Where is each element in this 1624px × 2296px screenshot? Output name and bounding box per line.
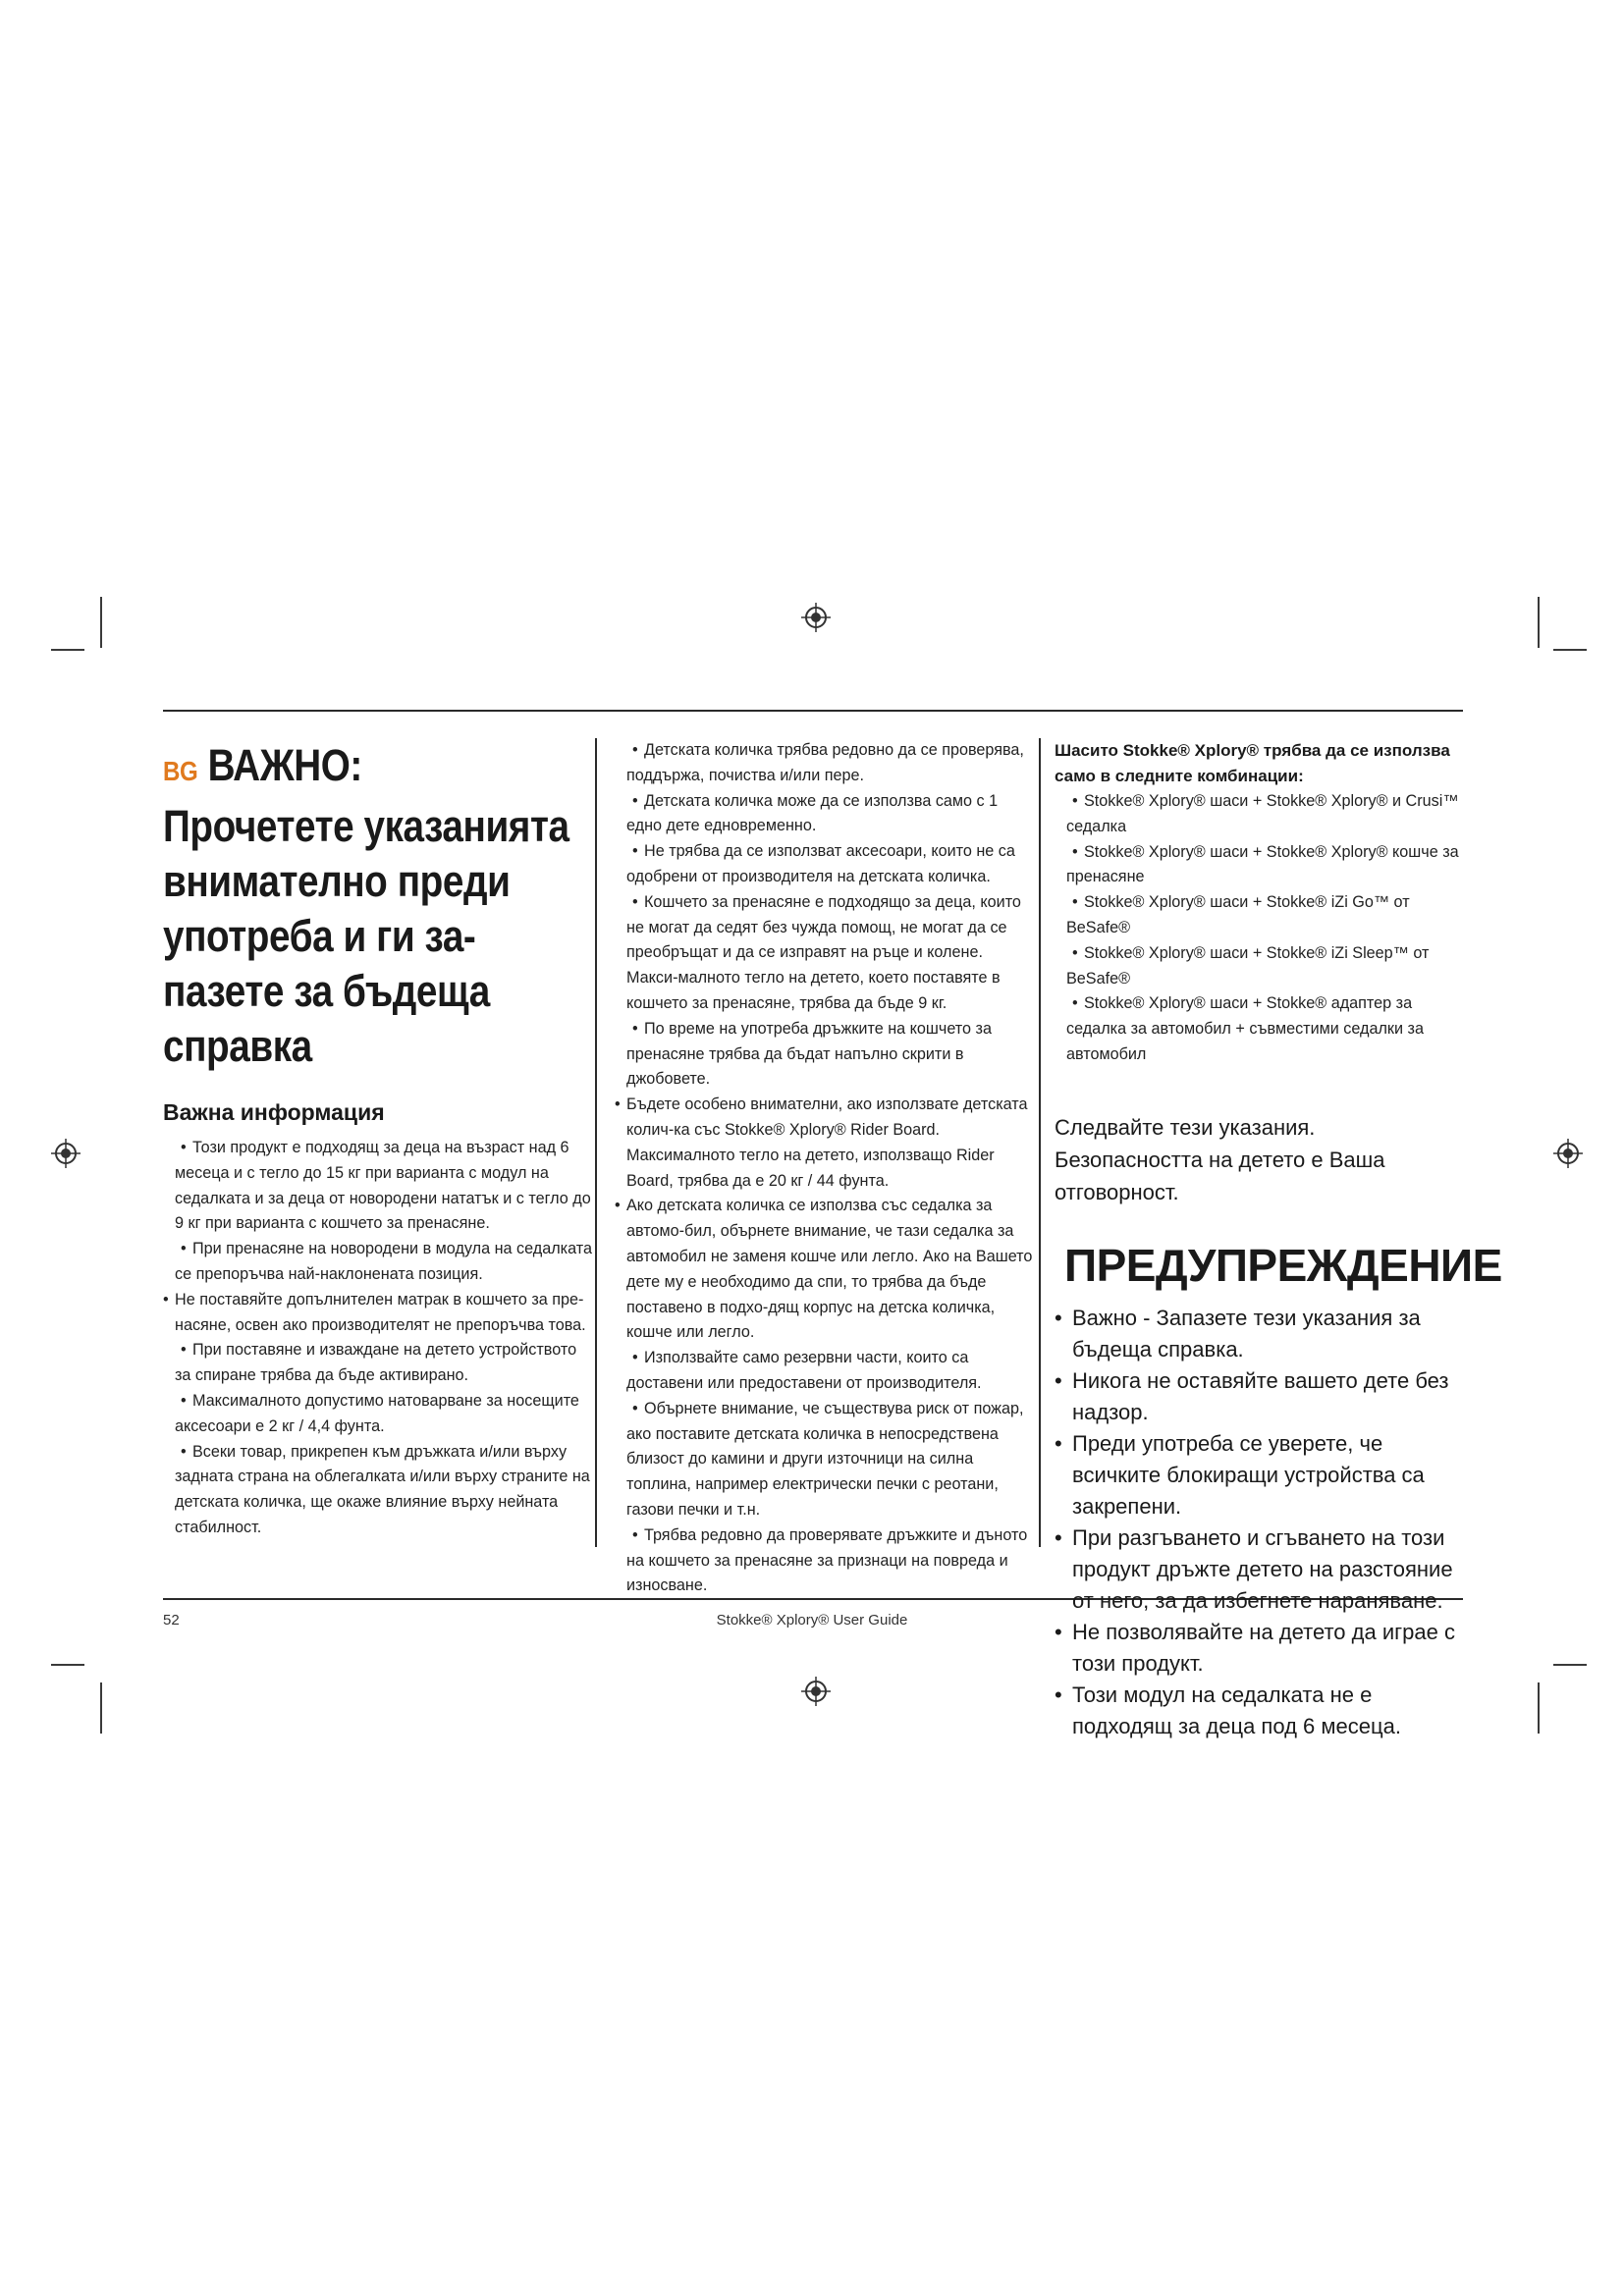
page-number: 52 <box>163 1612 180 1629</box>
title-line: справка <box>163 1021 312 1071</box>
registration-mark-icon <box>51 1139 81 1168</box>
list-item: • Обърнете внимание, че съществува риск от пожар, ако поставите детската количка в непосредствена близост до камини и други източници на силна топлина, например електрически печки с реотани, газови печки и т.н. <box>615 1397 1037 1523</box>
important-info-heading: Важна информация <box>163 1099 385 1125</box>
list-item: • Stokke® Xplory® шаси + Stokke® iZi Go™ от BeSafe® <box>1055 890 1467 941</box>
crop-mark <box>51 1664 84 1666</box>
crop-mark <box>100 1682 102 1734</box>
list-item: • Този модул на седалката не е подходящ за деца под 6 месеца. <box>1055 1680 1467 1742</box>
list-item: • Stokke® Xplory® шаси + Stokke® Xplory® и Crusi™ седалка <box>1055 789 1467 840</box>
language-tag: BG <box>163 756 198 786</box>
list-item: • Не позволявайте на детето да играе с този продукт. <box>1055 1617 1467 1680</box>
list-item: • При разгъването и сгъването на този продукт дръжте детето на разстояние от него, за да избегнете нараняване. <box>1055 1522 1467 1617</box>
crop-mark <box>51 649 84 651</box>
page-title <box>163 738 592 1074</box>
list-item: • Детската количка трябва редовно да се проверява, поддържа, почиства и/или пере. <box>615 738 1037 789</box>
list-item: • Трябва редовно да проверявате дръжките и дъното на кошчето за пренасяне за признаци на повреда и износване. <box>615 1523 1037 1599</box>
list-item: • Stokke® Xplory® шаси + Stokke® iZi Sleep™ от BeSafe® <box>1055 941 1467 992</box>
list-item: • Важно - Запазете тези указания за бъдеща справка. <box>1055 1303 1467 1365</box>
crop-mark <box>1538 1682 1540 1734</box>
footer-guide-title: Stokke® Xplory® User Guide <box>716 1612 908 1629</box>
list-item: • При поставяне и изваждане на детето устройството за спиране трябва да бъде активирано. <box>163 1338 593 1389</box>
list-item: • Преди употреба се уверете, че всичките блокиращи устройства са закрепени. <box>1055 1428 1467 1522</box>
list-item: • Ако детската количка се използва със седалка за автомо-бил, обърнете внимание, че тази седалка за автомобил не заменя кошче или легло. Ако на Вашето дете му е необходимо да спи, то трябва да бъде поставено в подхо-дящ корпус на детска количка, кошче или легло. <box>615 1194 1037 1346</box>
warning-heading <box>1055 1238 1502 1293</box>
list-item: • Кошчето за пренасяне е подходящо за деца, които не могат да седят без чужда помощ, не могат да се преобръщат и да се изправят на ръце и колене. Макси-малното тегло на детето, което поставяте в кошчето за пренасяне, трябва да бъде 9 кг. <box>615 890 1037 1017</box>
title-important: ВАЖНО: <box>207 740 362 790</box>
title-line: употреба и ги за- <box>163 911 476 961</box>
column-3 <box>1055 738 1502 1742</box>
list-item: • Използвайте само резервни части, които са доставени или предоставени от производителя. <box>615 1346 1037 1397</box>
registration-mark-icon <box>801 603 831 632</box>
responsibility-note: Следвайте тези указания. Безопасността на детето е Ваша отговорност. <box>1055 1114 1385 1204</box>
title-line: пазете за бъдеща <box>163 966 490 1016</box>
list-item: • Детската количка може да се използва само с 1 едно дете едновременно. <box>615 789 1037 840</box>
warning-list <box>1055 1303 1467 1742</box>
safety-list <box>615 738 1037 1599</box>
list-item: • Този продукт е подходящ за деца на възраст над 6 месеца и с тегло до 15 кг при варианта с модул на седалката и за деца от новородени нататък и с тегло до 9 кг при варианта с кошчето за пренасяне. <box>163 1136 593 1237</box>
registration-mark-icon <box>1553 1139 1583 1168</box>
column-1 <box>163 738 593 1541</box>
column-divider <box>1039 738 1041 1547</box>
list-item: • Не поставяйте допълнителен матрак в кошчето за пре-насяне, освен ако производителят не препоръчва това. <box>163 1288 593 1339</box>
combos-list <box>1055 789 1467 1068</box>
list-item: • При пренасяне на новородени в модула на седалката се препоръчва най-наклонената позиция. <box>163 1237 593 1288</box>
column-divider <box>595 738 597 1547</box>
list-item: • Всеки товар, прикрепен към дръжката и/или върху задната страна на облегалката и/или върху страните на детската количка, ще окаже влияние върху нейната стабилност. <box>163 1440 593 1541</box>
top-rule <box>163 710 1463 712</box>
crop-mark <box>1553 1664 1587 1666</box>
list-item: • Stokke® Xplory® шаси + Stokke® Xplory® кошче за пренасяне <box>1055 840 1467 891</box>
title-line: Прочетете указанията <box>163 801 569 851</box>
list-item: • Бъдете особено внимателни, ако използвате детската колич-ка със Stokke® Xplory® Rider Board. Максималното тегло на детето, използващо Rider Board, трябва да е 20 кг / 44 фунта. <box>615 1093 1037 1194</box>
list-item: • По време на употреба дръжките на кошчето за пренасяне трябва да бъдат напълно скрити в джобовете. <box>615 1017 1037 1093</box>
column-2 <box>615 738 1037 1599</box>
crop-mark <box>1553 649 1587 651</box>
crop-mark <box>100 597 102 648</box>
list-item: • Stokke® Xplory® шаси + Stokke® адаптер за седалка за автомобил + съвместими седалки за автомобил <box>1055 991 1467 1067</box>
combos-heading: Шасито Stokke® Xplory® трябва да се използва само в следните комбинации: <box>1055 741 1450 785</box>
list-item: • Никога не оставяйте вашето дете без надзор. <box>1055 1365 1467 1428</box>
important-info-list <box>163 1136 593 1541</box>
registration-mark-icon <box>801 1677 831 1706</box>
list-item: • Максималното допустимо натоварване за носещите аксесоари е 2 кг / 4,4 фунта. <box>163 1389 593 1440</box>
list-item: • Не трябва да се използват аксесоари, които не са одобрени от производителя на детската количка. <box>615 839 1037 890</box>
crop-mark <box>1538 597 1540 648</box>
title-line: внимателно преди <box>163 856 511 906</box>
warning-title: ПРЕДУПРЕЖДЕНИЕ <box>1064 1239 1502 1291</box>
